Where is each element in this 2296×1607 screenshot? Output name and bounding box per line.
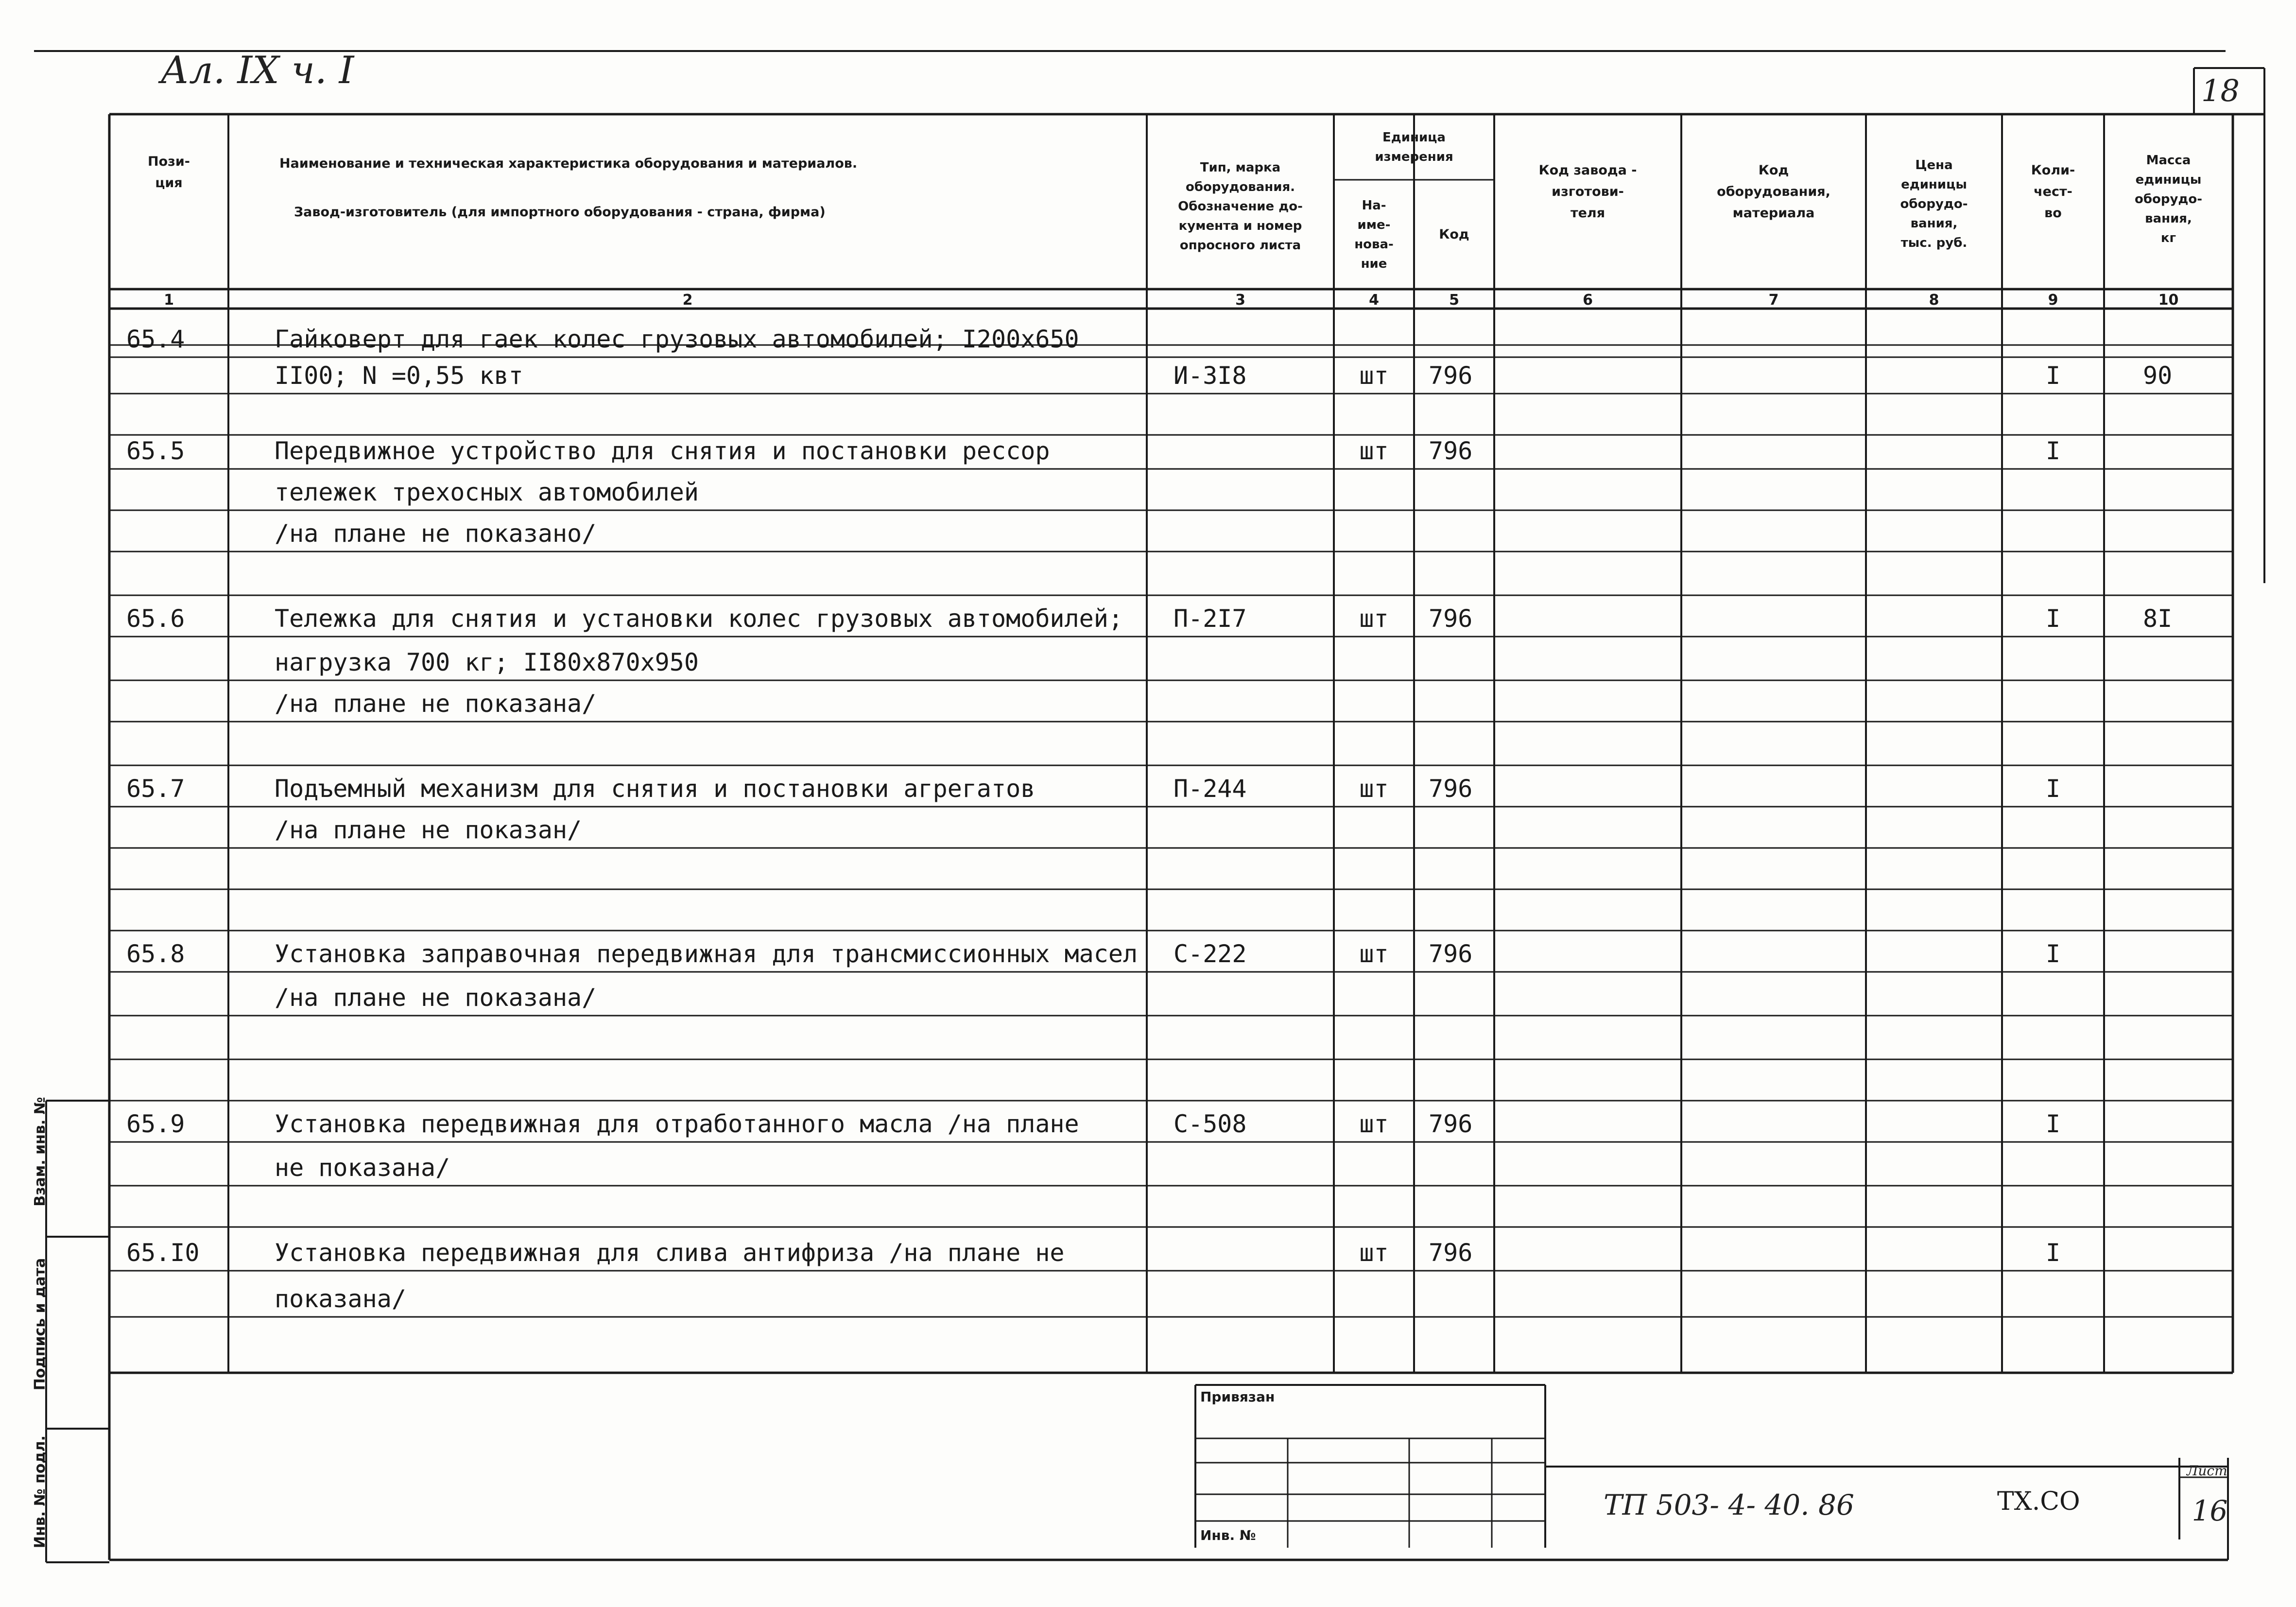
- row-type: С-222: [1174, 940, 1247, 968]
- row-name: нагрузка 700 кг; II80x870x950: [275, 648, 699, 676]
- row-unit: шт: [1359, 362, 1389, 390]
- row-name: II00; N =0,55 квт: [275, 362, 523, 390]
- row-unit: шт: [1359, 775, 1389, 803]
- inv-orig-label: Инв. № подл.: [32, 1435, 49, 1549]
- row-mass: 8I: [2143, 605, 2173, 633]
- row-name: /на плане не показана/: [275, 984, 597, 1012]
- handwritten-note: Ал. IX ч. I: [160, 49, 354, 92]
- document-code: ТП 503- 4- 40. 86: [1604, 1488, 1854, 1521]
- sheet-number: 16: [2192, 1494, 2228, 1527]
- row-name: /на плане не показана/: [275, 690, 597, 718]
- column-number: 6: [1583, 292, 1593, 309]
- row-quantity: I: [2045, 1110, 2061, 1138]
- row-quantity: I: [2045, 940, 2061, 968]
- header-position: Пози- ция: [148, 154, 190, 190]
- row-position: 65.7: [126, 775, 185, 803]
- row-mass: 90: [2143, 362, 2173, 390]
- row-unit: шт: [1359, 940, 1389, 968]
- row-name: показана/: [275, 1285, 406, 1313]
- row-unit-code: 796: [1429, 362, 1473, 390]
- column-number: 10: [2158, 292, 2179, 309]
- row-quantity: I: [2045, 775, 2061, 803]
- row-name: Установка передвижная для отработанного масла /на плане: [275, 1110, 1079, 1138]
- column-number: 1: [164, 292, 174, 309]
- row-name: Подъемный механизм для снятия и постановки агрегатов: [275, 775, 1036, 803]
- row-unit: шт: [1359, 1239, 1389, 1267]
- bound-label: Привязан: [1200, 1389, 1275, 1405]
- row-type: П-244: [1174, 775, 1247, 803]
- row-name: тележек трехосных автомобилей: [275, 478, 699, 506]
- header-type: Тип, марка оборудования. Обозначение до- кумента и номер опросного листа: [1178, 160, 1303, 253]
- row-name: Тележка для снятия и установки колес грузовых автомобилей;: [275, 605, 1123, 633]
- row-unit-code: 796: [1429, 437, 1473, 465]
- column-number: 9: [2048, 292, 2058, 309]
- row-type: С-508: [1174, 1110, 1247, 1138]
- header-name-line2: Завод-изготовитель (для импортного оборудования - страна, фирма): [294, 205, 826, 220]
- header-quantity: Коли- чест- во: [2031, 163, 2075, 221]
- row-quantity: I: [2045, 1239, 2061, 1267]
- row-position: 65.6: [126, 605, 185, 633]
- header-mass: Масса единицы оборудо- вания, кг: [2134, 153, 2203, 245]
- inv-no-label: Инв. №: [1200, 1527, 1256, 1543]
- row-quantity: I: [2045, 605, 2061, 633]
- row-quantity: I: [2045, 362, 2061, 390]
- row-position: 65.9: [126, 1110, 185, 1138]
- column-number: 8: [1929, 292, 1939, 309]
- header-unit-code: Код: [1439, 226, 1469, 242]
- header-unit-name: На- име- нова- ние: [1354, 198, 1394, 271]
- row-position: 65.I0: [126, 1239, 200, 1267]
- row-name: Установка передвижная для слива антифриза /на плане не: [275, 1239, 1065, 1267]
- column-number: 2: [682, 292, 693, 309]
- corner-sheet-number: 18: [2201, 73, 2240, 108]
- column-number: 5: [1449, 292, 1459, 309]
- row-name: Передвижное устройство для снятия и постановки рессор: [275, 437, 1050, 465]
- row-type: П-2I7: [1174, 605, 1247, 633]
- row-name: не показана/: [275, 1154, 450, 1182]
- row-name: Гайковерт для гаек колес грузовых автомобилей; I200x650: [275, 325, 1079, 353]
- row-unit: шт: [1359, 437, 1389, 465]
- row-unit-code: 796: [1429, 605, 1473, 633]
- column-number: 3: [1235, 292, 1245, 309]
- header-name-line1: Наименование и техническая характеристика оборудования и материалов.: [279, 156, 858, 171]
- row-name: /на плане не показан/: [275, 816, 582, 844]
- header-unit-group: Единица измерения: [1375, 130, 1453, 164]
- row-quantity: I: [2045, 437, 2061, 465]
- sheet-label: Лист: [2187, 1463, 2227, 1479]
- row-unit: шт: [1359, 1110, 1389, 1138]
- header-equipment-code: Код оборудования, материала: [1717, 163, 1830, 221]
- row-unit-code: 796: [1429, 1110, 1473, 1138]
- row-name: Установка заправочная передвижная для трансмиссионных масел: [275, 940, 1138, 968]
- row-type: И-3I8: [1174, 362, 1247, 390]
- row-position: 65.8: [126, 940, 185, 968]
- column-number: 4: [1369, 292, 1379, 309]
- row-name: /на плане не показано/: [275, 519, 597, 548]
- row-unit-code: 796: [1429, 940, 1473, 968]
- sign-date-label: Подпись и дата: [32, 1258, 49, 1391]
- row-unit: шт: [1359, 605, 1389, 633]
- row-position: 65.4: [126, 325, 185, 353]
- column-number: 7: [1768, 292, 1779, 309]
- header-price: Цена единицы оборудо- вания, тыс. руб.: [1900, 158, 1968, 250]
- inv-replace-label: Взам. инв. №: [32, 1097, 49, 1207]
- sheet-code: ТХ.СО: [1997, 1487, 2080, 1516]
- row-position: 65.5: [126, 437, 185, 465]
- row-unit-code: 796: [1429, 1239, 1473, 1267]
- header-plant-code: Код завода - изготови- теля: [1538, 163, 1637, 221]
- row-unit-code: 796: [1429, 775, 1473, 803]
